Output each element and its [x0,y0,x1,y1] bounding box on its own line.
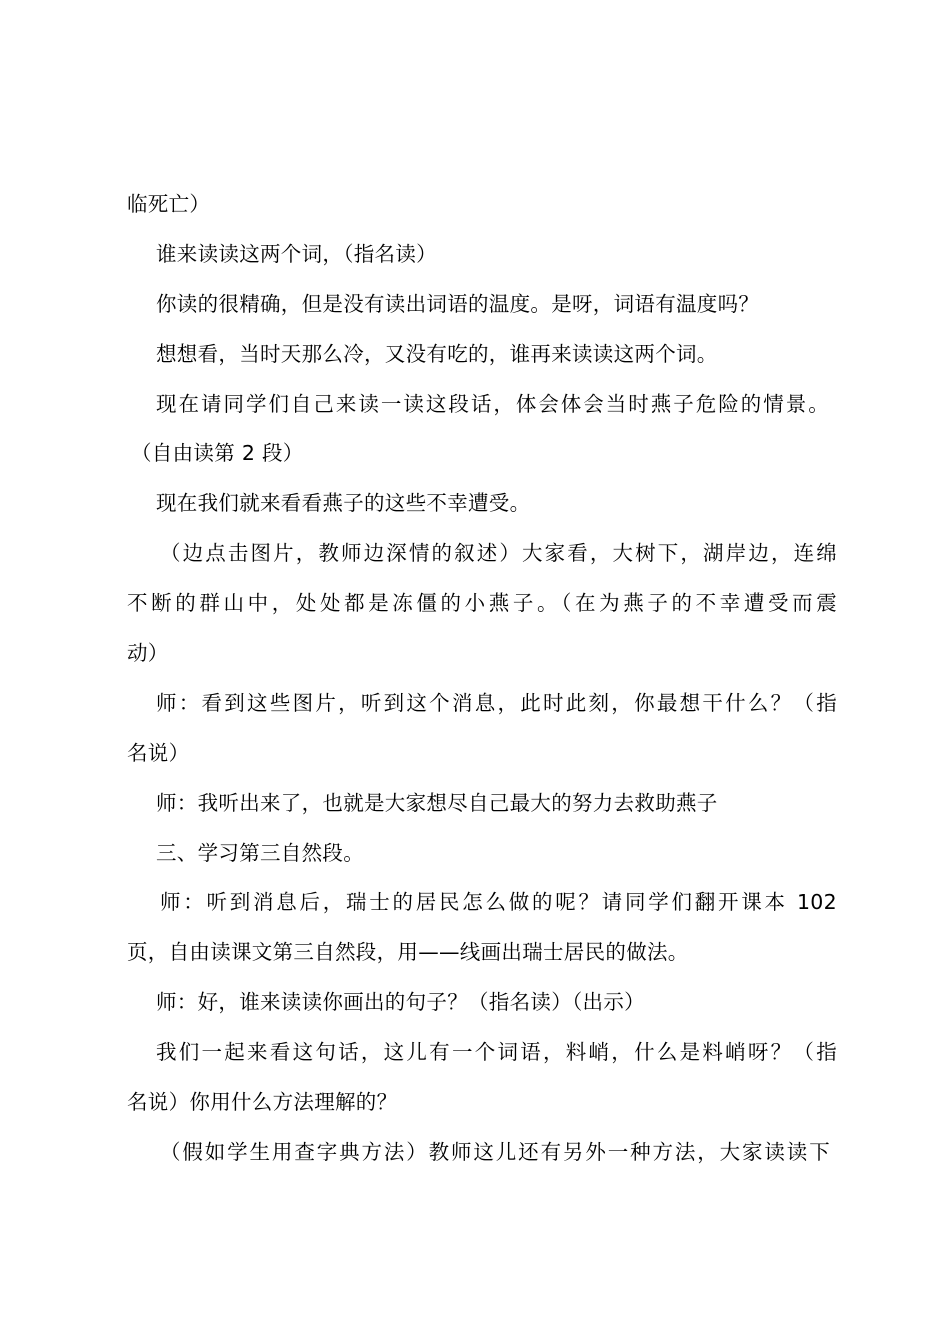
text-line: 师：好，谁来读读你画出的句子？（指名读）（出示） [156,990,645,1014]
text-line: 我们一起来看这句话，这儿有一个词语，料峭，什么是料峭呀？（指 [156,1040,837,1064]
text-line: 现在我们就来看看燕子的这些不幸遭受。 [156,491,531,515]
text-line: 动） [127,641,169,665]
text-line: 名说） [127,741,190,765]
text-line: 名说）你用什么方法理解的？ [127,1090,398,1114]
text-line: 谁来读读这两个词，（指名读） [156,242,437,266]
text-line: （自由读第 2 段） [131,441,304,465]
text-line: 现在请同学们自己来读一读这段话，体会体会当时燕子危险的情景。 [156,392,829,416]
text-line: （边点击图片，教师边深情的叙述）大家看，大树下，湖岸边，连绵 [160,541,837,565]
text-line: 师：看到这些图片，听到这个消息，此时此刻，你最想干什么？（指 [156,691,837,715]
section-heading: 三、学习第三自然段。 [156,841,364,865]
text-line: 你读的很精确，但是没有读出词语的温度。是呀，词语有温度吗？ [156,292,760,316]
text-line: 页，自由读课文第三自然段，用——线画出瑞士居民的做法。 [127,940,689,964]
text-line: （假如学生用查字典方法）教师这儿还有另外一种方法，大家读读下 [160,1140,830,1164]
text-line: 不断的群山中，处处都是冻僵的小燕子。（在为燕子的不幸遭受而震 [127,591,837,615]
text-line: 师：听到消息后，瑞士的居民怎么做的呢？请同学们翻开课本 102 [160,890,837,914]
text-line: 想想看，当时天那么冷，又没有吃的，谁再来读读这两个词。 [156,342,718,366]
text-line: 师：我听出来了，也就是大家想尽自己最大的努力去救助燕子 [156,791,718,815]
text-line: 临死亡） [127,192,211,216]
